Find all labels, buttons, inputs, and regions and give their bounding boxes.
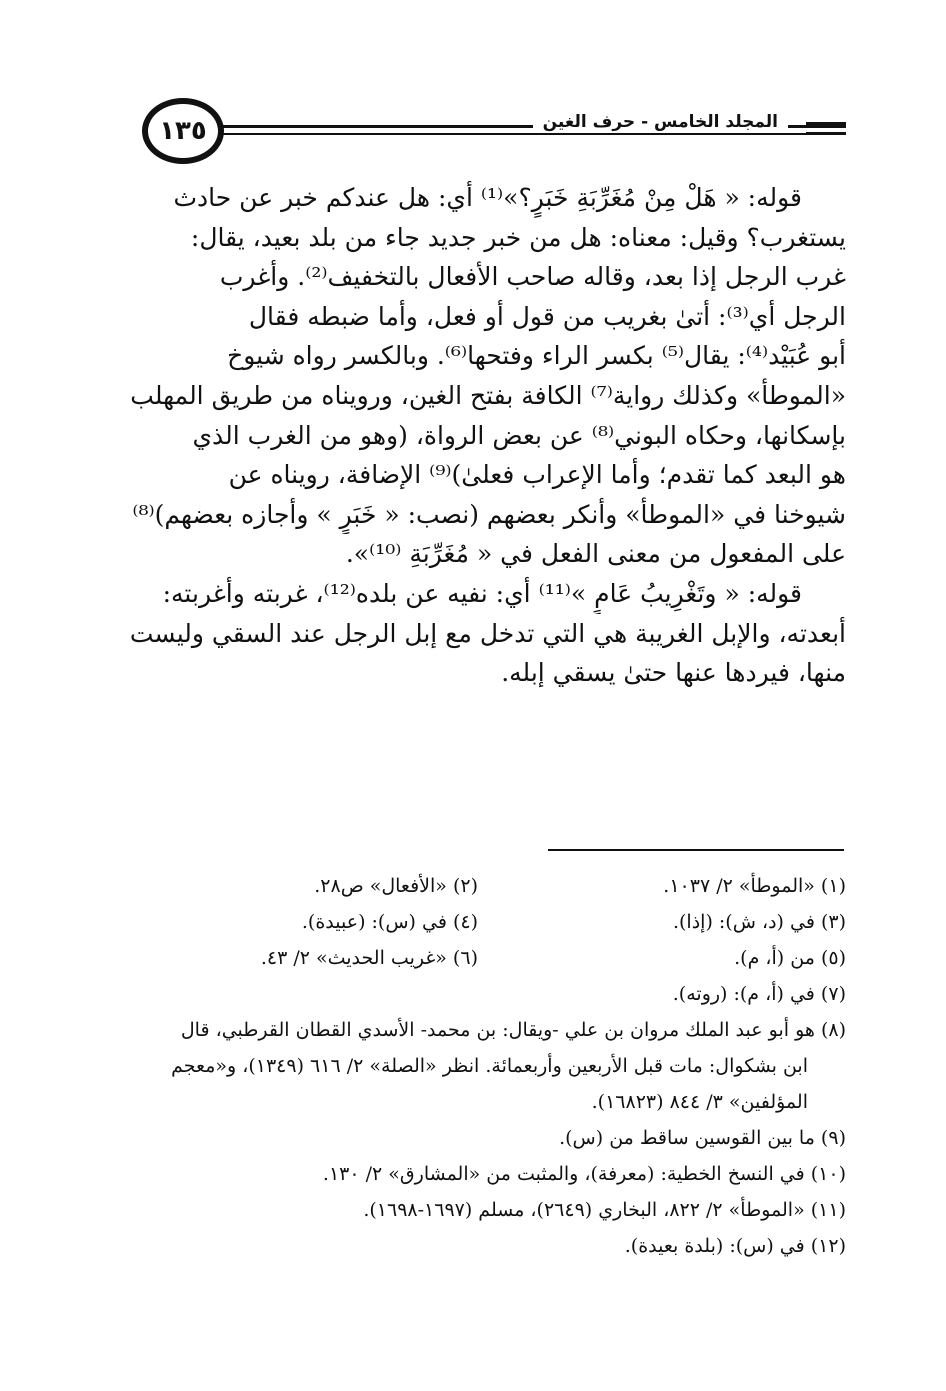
footnote-7: (٧) في (أ، م): (روته). [672, 983, 846, 1005]
footnote-11: (١١) «الموطأ» ٢/ ٨٢٢، البخاري (٢٦٤٩)، مسلم (١٦٩٧-١٦٩٨). [363, 1199, 846, 1221]
footnote-1: (١) «الموطأ» ٢/ ١٠٣٧. [663, 875, 846, 897]
text-line: يستغرب؟ وقيل: معناه: هل من خبر جديد جاء من بلد بعيد، يقال: [190, 222, 846, 252]
running-head: المجلد الخامس - حرف الغين [533, 112, 788, 132]
footnote-9: (٩) ما بين القوسين ساقط من (س). [559, 1127, 846, 1149]
footnote-10: (١٠) في النسخ الخطية: (معرفة)، والمثبت من «المشارق» ٢/ ١٣٠. [322, 1163, 846, 1185]
text-line: هو البعد كما تقدم؛ وأما الإعراب فعلىٰ)⁽⁹⁾ الإضافة، رويناه عن [228, 460, 846, 490]
footnote-5: (٥) من (أ، م). [734, 947, 846, 969]
main-text [110, 178, 846, 693]
footnote-row [110, 904, 846, 940]
footnotes [110, 868, 846, 1264]
header-dash [806, 122, 846, 134]
text-line: غرب الرجل إذا بعد، وقاله صاحب الأفعال بالتخفيف⁽²⁾. وأغرب [219, 262, 846, 292]
page-number: ١٣٥ [142, 98, 224, 164]
text-line: منها، فيردها عنها حتىٰ يسقي إبله. [501, 658, 846, 688]
footnote-2: (٢) «الأفعال» ص٢٨. [314, 875, 478, 897]
text-line: الرجل أي⁽³⁾: أتىٰ بغريب من قول أو فعل، وأما ضبطه فقال [248, 301, 846, 331]
footnote-separator [548, 849, 844, 851]
footnote-4: (٤) في (س): (عبيدة). [301, 911, 478, 933]
footnote-8-continued: المؤلفين» ٣/ ٨٤٤ (١٦٨٢٣). [591, 1091, 808, 1113]
footnote-8: (٨) هو أبو عبد الملك مروان بن علي -ويقال: بن محمد- الأسدي القطان القرطبي، قال [180, 1019, 846, 1041]
text-line: «الموطأ» وكذلك رواية⁽⁷⁾ الكافة بفتح الغين، ورويناه من طريق المهلب [130, 380, 846, 410]
text-line: أبو عُبَيْد⁽⁴⁾: يقال⁽⁵⁾ بكسر الراء وفتحها⁽⁶⁾. وبالكسر رواه شيوخ [227, 341, 846, 371]
text-line: شيوخنا في «الموطأ» وأنكر بعضهم (نصب: « خَبَرٍ » وأجازه بعضهم)⁽⁸⁾ [132, 499, 846, 529]
footnote-6: (٦) «غريب الحديث» ٢/ ٤٣. [260, 947, 478, 969]
page-header [110, 98, 846, 164]
footnote-12: (١٢) في (س): (بلدة بعيدة). [624, 1235, 846, 1257]
footnote-3: (٣) في (د، ش): (إذا). [672, 911, 846, 933]
text-line: على المفعول من معنى الفعل في « مُغَرِّبَةِ ⁽¹⁰⁾». [345, 539, 846, 569]
text-line: قوله: « هَلْ مِنْ مُغَرِّبَةِ خَبَرٍ؟»⁽¹⁾ أي: هل عندكم خبر عن حادث [173, 183, 802, 212]
text-line: أبعدته، والإبل الغريبة هي التي تدخل مع إبل الرجل عند السقي وليست [129, 618, 846, 648]
footnote-row [110, 940, 846, 976]
footnote-row [110, 868, 846, 904]
text-line: بإسكانها، وحكاه البوني⁽⁸⁾ عن بعض الرواة، (وهو من الغرب الذي [192, 420, 846, 450]
header-rule-thin [150, 133, 846, 135]
text-line: قوله: « وتَغْرِيبُ عَامٍ »⁽¹¹⁾ أي: نفيه عن بلده⁽¹²⁾، غربته وأغربته: [162, 578, 802, 608]
footnote-8-continued: ابن بشكوال: مات قبل الأربعين وأربعمائة. انظر «الصلة» ٢/ ٦١٦ (١٣٤٩)، و«معجم [171, 1055, 808, 1077]
